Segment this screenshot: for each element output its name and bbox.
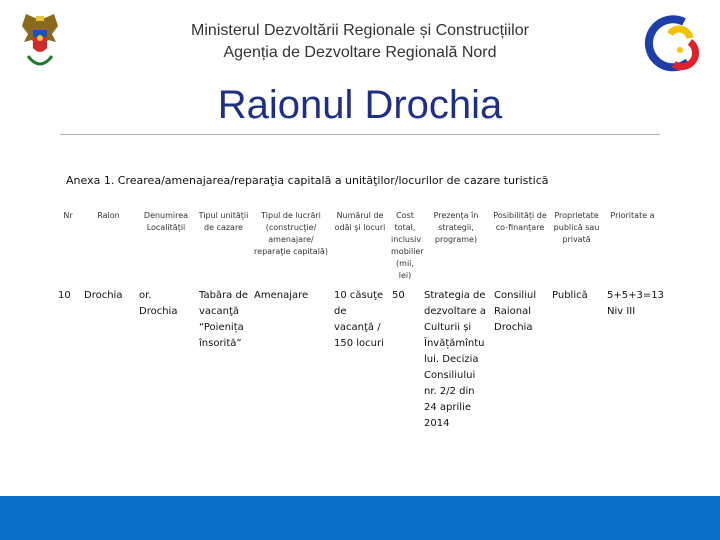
column-header-priority: Prioritate a: [610, 211, 655, 220]
table-row: [55, 288, 661, 432]
cell-locality: or. Drochia: [139, 290, 178, 317]
column-header-rooms: Numărul de odăi şi locuri: [334, 211, 386, 232]
agency-logo-icon: [640, 12, 704, 76]
table-header-row: [55, 208, 661, 288]
column-header-ownership: Proprietate publică sau privată: [553, 211, 600, 244]
cell-rooms: 10 căsuţe de vacanţă / 150 locuri: [334, 290, 384, 349]
slide-header: [0, 0, 720, 140]
ministry-name: Ministerul Dezvoltării Regionale și Construcțiilor: [191, 22, 529, 39]
annex-caption: Anexa 1. Crearea/amenajarea/reparaţia capitală a unităţilor/locurilor de cazare turistică: [66, 174, 549, 187]
column-header-strategy: Prezenţa în strategii, programe): [433, 211, 479, 244]
column-header-cofinancing: Posibilități de co-finanțare: [493, 211, 547, 232]
cell-priority: 5+5+3=13 Niv III: [607, 290, 664, 317]
cell-nr: 10: [58, 290, 71, 301]
column-header-nr: Nr: [63, 211, 73, 220]
title-divider: [60, 134, 660, 135]
ministry-heading: [120, 20, 600, 64]
agency-name: Agenția de Dezvoltare Regională Nord: [223, 44, 497, 61]
moldova-coat-of-arms-icon: [18, 12, 62, 72]
cell-strategy: Strategia de dezvoltare a Culturii și Învățămîntu lui. Decizia Consiliului nr. 2/2 din 24 aprilie 2014: [424, 290, 486, 429]
column-header-raion: Raion: [97, 211, 120, 220]
column-header-locality: Denumirea Localității: [143, 211, 189, 232]
cell-cost: 50: [392, 290, 405, 301]
column-header-unit-type: Tipul unităţii de cazare: [198, 211, 249, 232]
cell-cofinancing: Consiliul Raional Drochia: [494, 290, 537, 333]
column-header-cost: Cost total, inclusiv mobilier (mii, lei): [391, 211, 424, 280]
cell-ownership: Publică: [552, 290, 588, 301]
accommodation-table: [55, 208, 664, 432]
footer-bar: [0, 496, 720, 540]
page-title: Raionul Drochia: [217, 83, 503, 127]
cell-work-type: Amenajare: [254, 290, 309, 301]
column-header-work-type: Tipul de lucrări (construcţie/ amenajare/ reparaţie capitală): [254, 211, 328, 256]
cell-unit-type: Tabăra de vacanţă “Poienița însorită”: [199, 290, 248, 349]
cell-raion: Drochia: [84, 290, 123, 301]
